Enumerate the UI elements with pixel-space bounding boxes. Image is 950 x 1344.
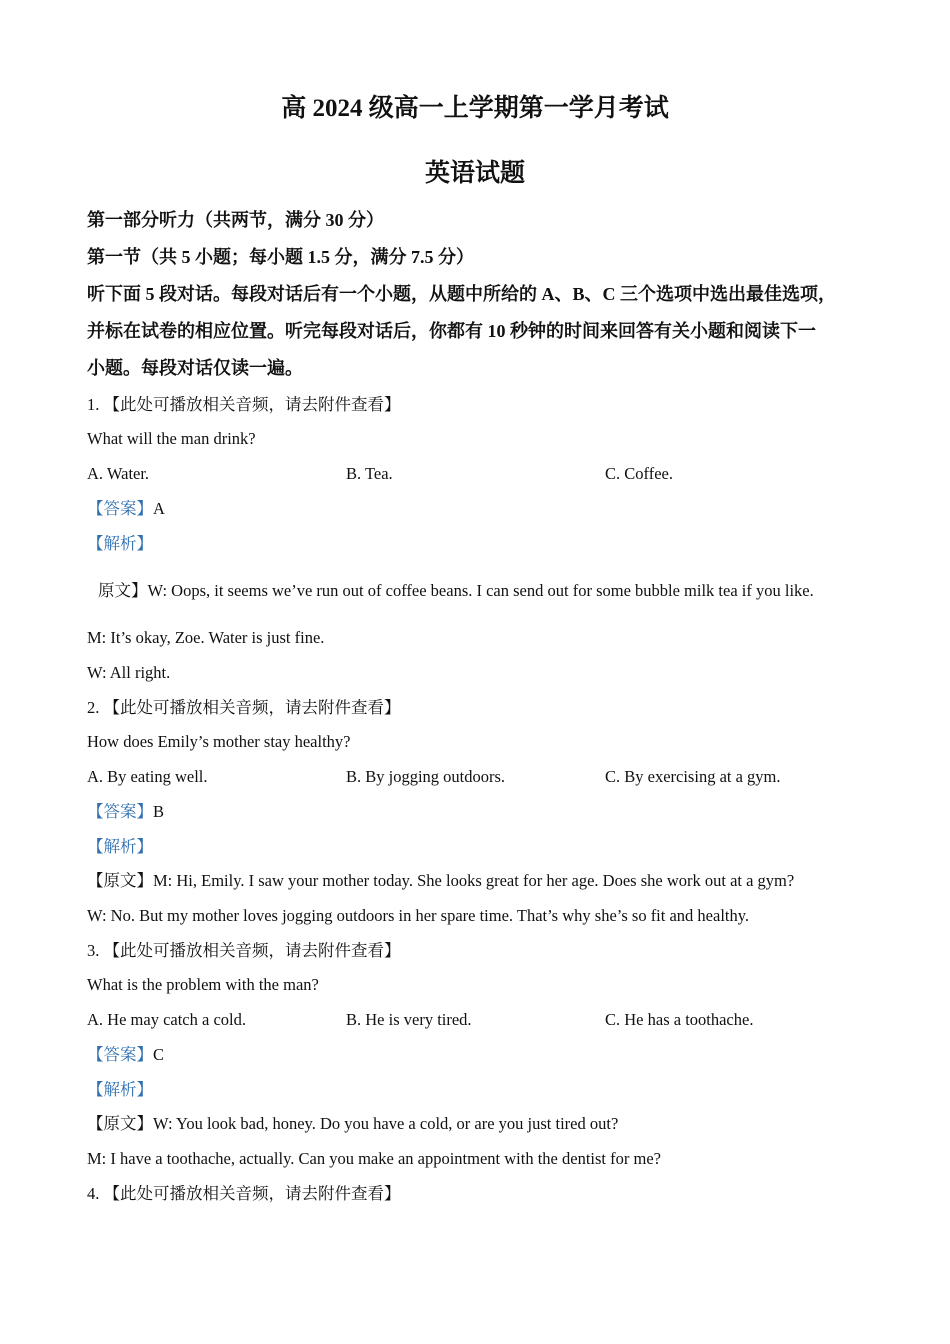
- question-2-script-line-2: W: No. But my mother loves jogging outdoors in her spare time. That’s why she’s so fit and healthy.: [87, 906, 750, 925]
- question-1-script-line-2: M: It’s okay, Zoe. Water is just fine.: [87, 628, 325, 647]
- instructions-line-3: 小题。每段对话仅读一遍。: [87, 358, 303, 378]
- question-2-audio-note: 2. 【此处可播放相关音频，请去附件查看】: [87, 698, 401, 717]
- question-3-option-c: C. He has a toothache.: [605, 1010, 754, 1029]
- question-3-analysis-label: 【解析】: [87, 1080, 153, 1099]
- question-2-script-line-1: [87, 870, 880, 892]
- question-2-text: How does Emily’s mother stay healthy?: [87, 732, 351, 751]
- question-3-text: What is the problem with the man?: [87, 975, 319, 994]
- instructions-line-1: 听下面 5 段对话。每段对话后有一个小题，从题中所给的 A、B、C 三个选项中选出最佳选项，: [87, 284, 836, 304]
- question-1-script-line-3: W: All right.: [87, 663, 171, 682]
- script-text: W: Oops, it seems we’ve run out of coffee beans. I can send out for some bubble milk tea if you like.: [147, 581, 814, 600]
- question-2-option-b: B. By jogging outdoors.: [346, 767, 506, 786]
- answer-label: 【答案】: [87, 499, 153, 518]
- answer-value: C: [153, 1045, 165, 1064]
- question-2-option-c: C. By exercising at a gym.: [605, 767, 781, 786]
- question-2-option-a: A. By eating well.: [87, 767, 208, 786]
- question-3-option-a: A. He may catch a cold.: [87, 1010, 246, 1029]
- exam-subtitle: 英语试题: [424, 160, 525, 187]
- question-1-script-line-1: [98, 580, 880, 602]
- answer-label: 【答案】: [87, 1045, 153, 1064]
- question-3-script-line-2: M: I have a toothache, actually. Can you make an appointment with the dentist for me?: [87, 1149, 661, 1168]
- answer-label: 【答案】: [87, 802, 153, 821]
- question-1-analysis-label: 【解析】: [87, 534, 153, 553]
- script-label: 原文】: [98, 581, 148, 600]
- question-2-answer: [87, 801, 880, 823]
- question-3-option-b: B. He is very tired.: [346, 1010, 472, 1029]
- instructions-line-2: 并标在试卷的相应位置。听完每段对话后，你都有 10 秒钟的时间来回答有关小题和阅读下一: [87, 321, 816, 341]
- answer-value: A: [153, 499, 165, 518]
- part-heading: 第一部分听力（共两节，满分 30 分）: [87, 210, 384, 230]
- script-label: 【原文】: [87, 871, 153, 890]
- answer-value: B: [153, 802, 165, 821]
- question-1-option-c: C. Coffee.: [605, 464, 673, 483]
- question-1-audio-note: 1. 【此处可播放相关音频，请去附件查看】: [87, 395, 401, 414]
- section-heading: 第一节（共 5 小题；每小题 1.5 分，满分 7.5 分）: [87, 247, 474, 267]
- exam-title: 高 2024 级高一上学期第一学月考试: [281, 95, 669, 122]
- script-label: 【原文】: [87, 1114, 153, 1133]
- question-1-option-a: A. Water.: [87, 464, 150, 483]
- question-4-audio-note: 4. 【此处可播放相关音频，请去附件查看】: [87, 1184, 401, 1203]
- question-1-option-b: B. Tea.: [346, 464, 393, 483]
- question-2-analysis-label: 【解析】: [87, 837, 153, 856]
- question-1-text: What will the man drink?: [87, 429, 256, 448]
- question-3-answer: [87, 1044, 880, 1066]
- question-3-script-line-1: [87, 1113, 880, 1135]
- question-1-answer: [87, 498, 880, 520]
- script-text: M: Hi, Emily. I saw your mother today. She looks great for her age. Does she work out at a gym?: [153, 871, 795, 890]
- script-text: W: You look bad, honey. Do you have a cold, or are you just tired out?: [153, 1114, 619, 1133]
- question-3-audio-note: 3. 【此处可播放相关音频，请去附件查看】: [87, 941, 401, 960]
